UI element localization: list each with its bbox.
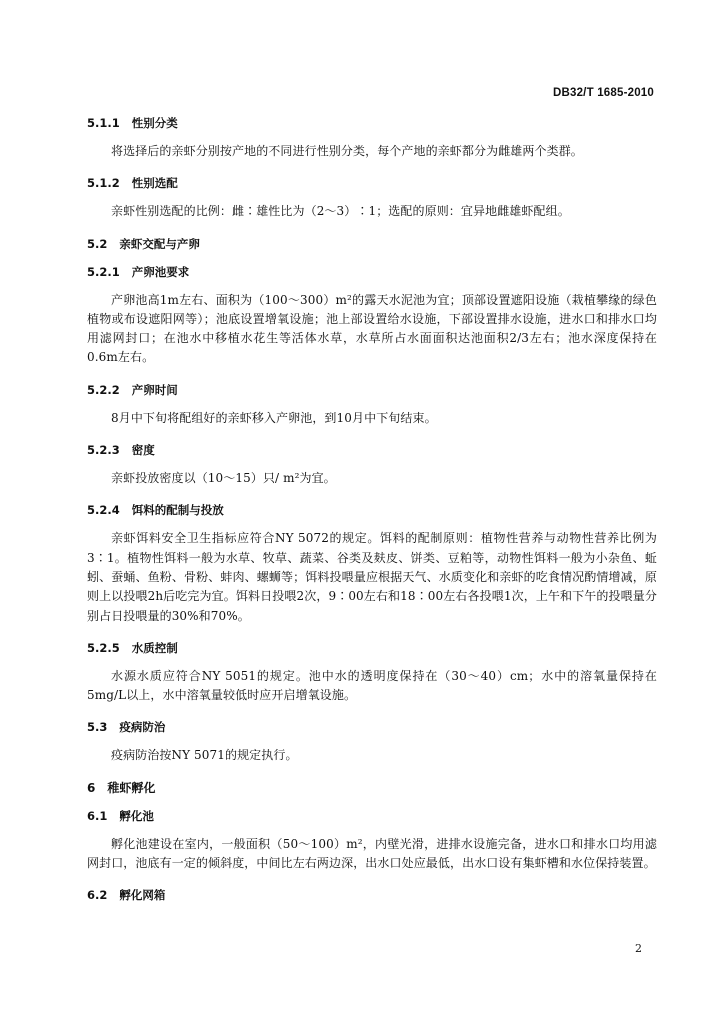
section-number: 5.1.1: [87, 116, 120, 130]
section-5-2-5: [87, 639, 657, 706]
section-heading: [87, 174, 657, 192]
section-paragraph: 8月中下旬将配组好的亲虾移入产卵池，到10月中下旬结束。: [111, 410, 437, 425]
section-5-2-1: [87, 263, 657, 368]
section-number: 5.1.2: [87, 176, 120, 191]
section-title: 饵料的配制与投放: [131, 503, 224, 518]
section-title: 孵化网箱: [119, 888, 166, 903]
document-code: DB32/T 1685-2010: [552, 87, 654, 99]
section-number: 5.2: [87, 236, 108, 251]
document-body: [87, 114, 657, 914]
page-number: 2: [635, 942, 642, 955]
section-title: 性别分类: [131, 116, 178, 130]
section-5-1-2: [87, 174, 657, 221]
section-heading: [87, 235, 657, 253]
section-6-2: [87, 886, 657, 904]
section-title: 密度: [131, 443, 155, 458]
section-5-1-1: [87, 114, 657, 161]
section-title: 产卵时间: [131, 382, 178, 397]
section-heading: [87, 381, 657, 399]
section-5-2-2: [87, 381, 657, 428]
chapter-number: 6: [87, 780, 96, 795]
section-heading: [87, 639, 657, 657]
section-5-2: [87, 235, 657, 253]
section-heading: [87, 114, 657, 132]
section-number: 5.2.3: [87, 443, 120, 458]
section-heading: [87, 886, 657, 904]
section-heading: [87, 718, 657, 736]
section-number: 5.3: [87, 720, 108, 735]
section-number: 5.2.1: [87, 264, 120, 279]
section-title: 孵化池: [119, 808, 154, 823]
section-paragraph: 亲虾性别选配的比例：雌∶雄性比为（2～3）∶1；选配的原则：宜异地雌雄虾配组。: [111, 204, 570, 219]
section-number: 5.2.4: [87, 503, 120, 518]
section-title: 产卵池要求: [131, 264, 190, 279]
chapter-heading: [87, 779, 657, 797]
section-paragraph: 亲虾饵料安全卫生指标应符合NY 5072的规定。饵料的配制原则：植物性营养与动物性营养比例为3∶1。植物性饵料一般为水草、牧草、蔬菜、谷类及麸皮、饼类、豆粕等，动物性饵料一般为小杂鱼、蚯蚓、蚕蛹、鱼粉、骨粉、蚌肉、螺蛳等；饵料投喂量应根据天气、水质变化和亲虾的吃食情况酌情增减，原则上以投喂2h后吃完为宜。饵料日投喂2次，9∶00左右和18∶00左右各投喂1次，上午和下午的投喂量分别占日投喂量的30%和70%。: [87, 531, 657, 623]
section-title: 疫病防治: [119, 720, 166, 735]
section-title: 性别选配: [131, 176, 178, 191]
section-5-3: [87, 718, 657, 765]
section-6: [87, 779, 657, 797]
section-number: 5.2.2: [87, 382, 120, 397]
section-number: 5.2.5: [87, 640, 120, 655]
section-paragraph: 亲虾投放密度以（10～15）只/ m²为宜。: [111, 471, 336, 486]
section-heading: [87, 501, 657, 519]
section-number: 6.2: [87, 888, 108, 903]
section-6-1: [87, 807, 657, 874]
section-heading: [87, 807, 657, 825]
section-paragraph: 疫病防治按NY 5071的规定执行。: [111, 748, 298, 763]
section-paragraph: 水源水质应符合NY 5051的规定。池中水的透明度保持在（30～40）cm；水中的溶氧量保持在5mg/L以上，水中溶氧量较低时应开启增氧设施。: [87, 668, 657, 703]
section-paragraph: 产卵池高1m左右、面积为（100～300）m²的露天水泥池为宜；顶部设置遮阳设施（栽植攀缘的绿色植物或布设遮阳网等）；池底设置增氧设施；池上部设置给水设施，下部设置排水设施，进水口和排水口均用滤网封口；在池水中移植水花生等活体水草，水草所占水面面积达池面积2/3左右；池水深度保持在0.6m左右。: [87, 292, 657, 365]
section-title: 水质控制: [131, 640, 178, 655]
section-paragraph: 将选择后的亲虾分别按产地的不同进行性别分类，每个产地的亲虾都分为雌雄两个类群。: [111, 144, 583, 158]
chapter-title: 稚虾孵化: [107, 780, 156, 795]
section-title: 亲虾交配与产卵: [119, 236, 200, 251]
section-heading: [87, 441, 657, 459]
section-5-2-3: [87, 441, 657, 488]
section-heading: [87, 263, 657, 281]
section-5-2-4: [87, 501, 657, 625]
section-number: 6.1: [87, 808, 108, 823]
section-paragraph: 孵化池建设在室内，一般面积（50～100）m²，内壁光滑，进排水设施完备，进水口和排水口均用滤网封口，池底有一定的倾斜度，中间比左右两边深，出水口处应最低，出水口设有集虾槽和水位保持装置。: [87, 836, 657, 871]
